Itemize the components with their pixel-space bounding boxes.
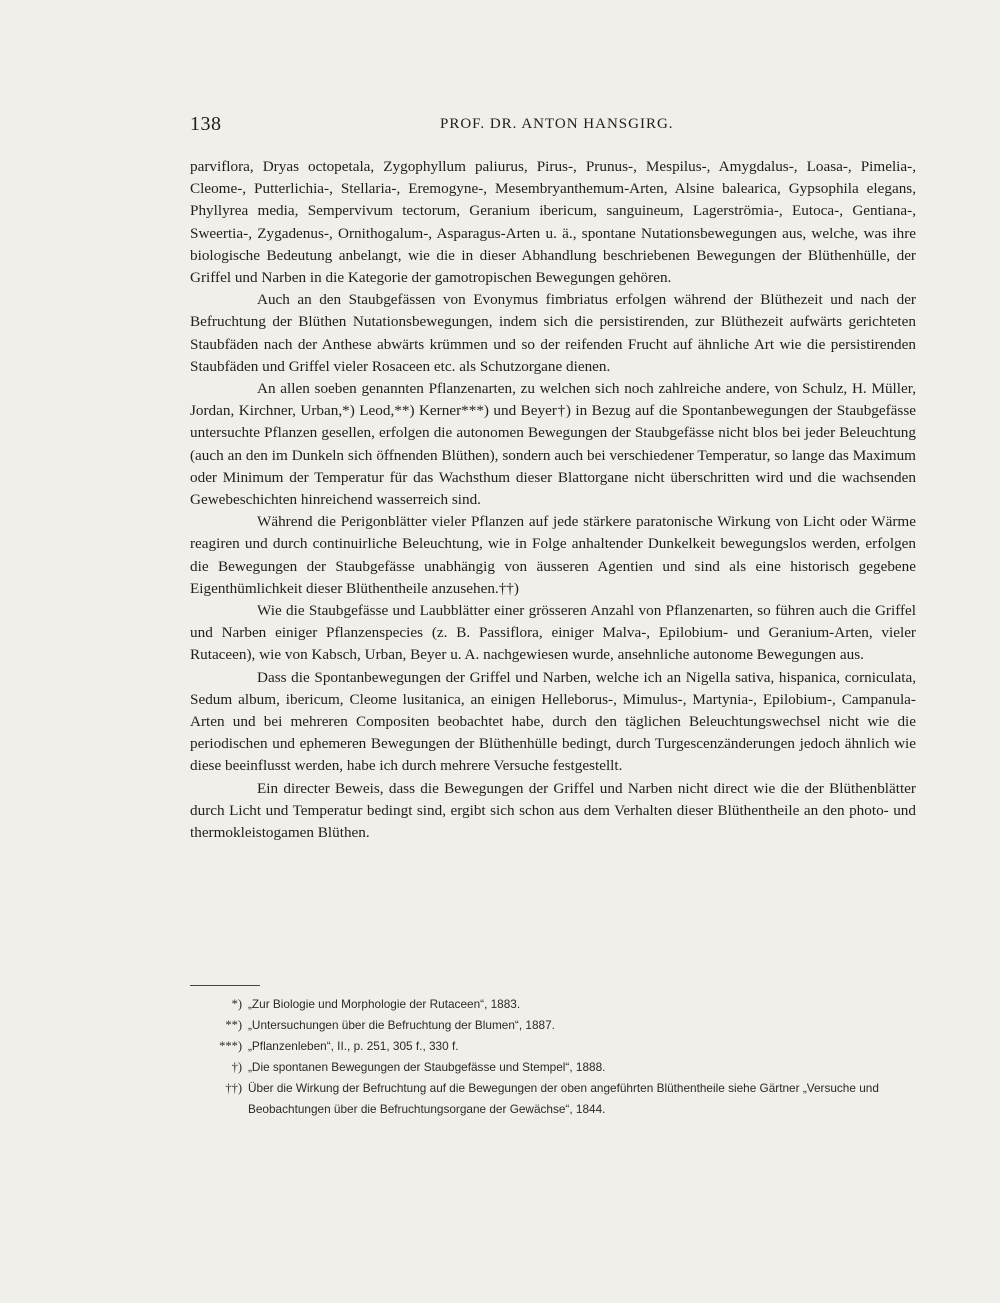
footnote-mark: †) [231,1060,242,1074]
footnote-mark: *) [231,997,242,1011]
page-header [190,113,918,143]
footnote [190,1036,918,1057]
paragraph-3: An allen soeben genannten Pflanzenarten, zu welchen sich noch zahlreiche andere, von Schulz, H. Müller, Jordan, Kirchner, Urban,*) Leod,**) Kerner***) und Beyer†) in Bezug auf die Spontanbewegungen der Staubgefässe untersuchte Pflanzen gesellen, erfolgen die autonomen Bewegungen der Staubgefässe nicht blos bei jeder Beleuchtung (auch an den im Dunkeln sich öffnenden Blüthen), sondern auch bei verschiedener Temperatur, so lange das Maximum oder Minimum der Temperatur für das Wachsthum dieser Blattorgane nicht überschritten wird und die wachsenden Gewebeschichten hinreichend wasserreich sind. [190,380,916,509]
footnotes [190,994,918,1120]
footnote-text: Über die Wirkung der Befruchtung auf die Bewegungen der oben angeführten Blüthentheile siehe Gärtner „Versuche und Beobachtungen über die Befruchtungsorgane der Gewächse“, 1844. [248,1081,879,1116]
footnote-separator [190,985,260,986]
footnote-mark: **) [225,1018,242,1032]
footnote-mark: ††) [225,1081,242,1095]
paragraph-2: Auch an den Staubgefässen von Evonymus fimbriatus erfolgen während der Blüthezeit und nach der Befruchtung der Blüthen Nutationsbewegungen, indem sich die persistirenden, zur Blüthezeit aufwärts gerichteten Staubfäden nach der Anthese abwärts krümmen und so der reifenden Frucht auf ähnliche Art wie die persistirenden Staubfäden und Griffel vieler Rosaceen etc. als Schutzorgane dienen. [190,291,916,375]
footnote-mark: ***) [219,1039,242,1053]
footnote [190,994,918,1015]
footnote-text: „Zur Biologie und Morphologie der Rutaceen“, 1883. [248,997,521,1011]
body-text [190,156,916,844]
footnote [190,1078,918,1120]
paragraph-4: Während die Perigonblätter vieler Pflanzen auf jede stärkere paratonische Wirkung von Licht oder Wärme reagiren und durch continuirliche Beleuchtung, wie in Folge anhaltender Dunkelkeit bewegungslos werden, erfolgen die Bewegungen der Staubgefässe unabhängig von äusseren Agentien und sind als eine historisch gegebene Eigenthümlichkeit dieser Blüthentheile anzusehen.††) [190,513,916,597]
running-head: PROF. DR. ANTON HANSGIRG. [440,116,674,132]
footnote-text: „Untersuchungen über die Befruchtung der Blumen“, 1887. [248,1018,555,1032]
page-number: 138 [190,113,222,135]
footnote-text: „Die spontanen Bewegungen der Staubgefässe und Stempel“, 1888. [248,1060,606,1074]
paragraph-1: parviflora, Dryas octopetala, Zygophyllum paliurus, Pirus-, Prunus-, Mespilus-, Amygdalus-, Loasa-, Pimelia-, Cleome-, Putterlichia-, Stellaria-, Eremogyne-, Mesembryanthemum-Arten, Alsine balearica, Gypsophila elegans, Phyllyrea media, Sempervivum tectorum, Geranium ibericum, sanguineum, Lagerströmia-, Eutoca-, Gentiana-, Sweertia-, Zygadenus-, Ornithogalum-, Asparagus-Arten u. ä., spontane Nutationsbewegungen aus, welche, was ihre biologische Bedeutung anbelangt, wie die in dieser Abhandlung beschriebenen Bewegungen der Blüthenhülle, der Griffel und Narben in die Kategorie der gamotropischen Bewegungen gehören. [190,158,916,287]
footnote [190,1057,918,1078]
paragraph-7: Ein directer Beweis, dass die Bewegungen der Griffel und Narben nicht direct wie die der Blüthenblätter durch Licht und Temperatur bedingt sind, ergibt sich schon aus dem Verhalten dieser Blüthentheile an den photo- und thermokleistogamen Blüthen. [190,779,916,842]
footnote-text: „Pflanzenleben“, II., p. 251, 305 f., 330 f. [248,1039,459,1053]
footnote [190,1015,918,1036]
paragraph-5: Wie die Staubgefässe und Laubblätter einer grösseren Anzahl von Pflanzenarten, so führen auch die Griffel und Narben einiger Pflanzenspecies (z. B. Passiflora, einiger Malva-, Epilobium- und Geranium-Arten, vieler Rutaceen), wie von Kabsch, Urban, Beyer u. A. nachgewiesen wurde, ansehnliche autonome Bewegungen aus. [190,602,916,664]
paragraph-6: Dass die Spontanbewegungen der Griffel und Narben, welche ich an Nigella sativa, hispanica, corniculata, Sedum album, ibericum, Cleome lusitanica, an einigen Helleborus-, Mimulus-, Martynia-, Epilobium-, Campanula-Arten und bei mehreren Compositen beobachtet habe, durch den täglichen Beleuchtungswechsel nicht wie die periodischen und ephemeren Bewegungen der Blüthenhülle bedingt, durch Turgescenzänderungen jedoch ähnlich wie diese beeinflusst werden, habe ich durch mehrere Versuche festgestellt. [190,668,916,775]
